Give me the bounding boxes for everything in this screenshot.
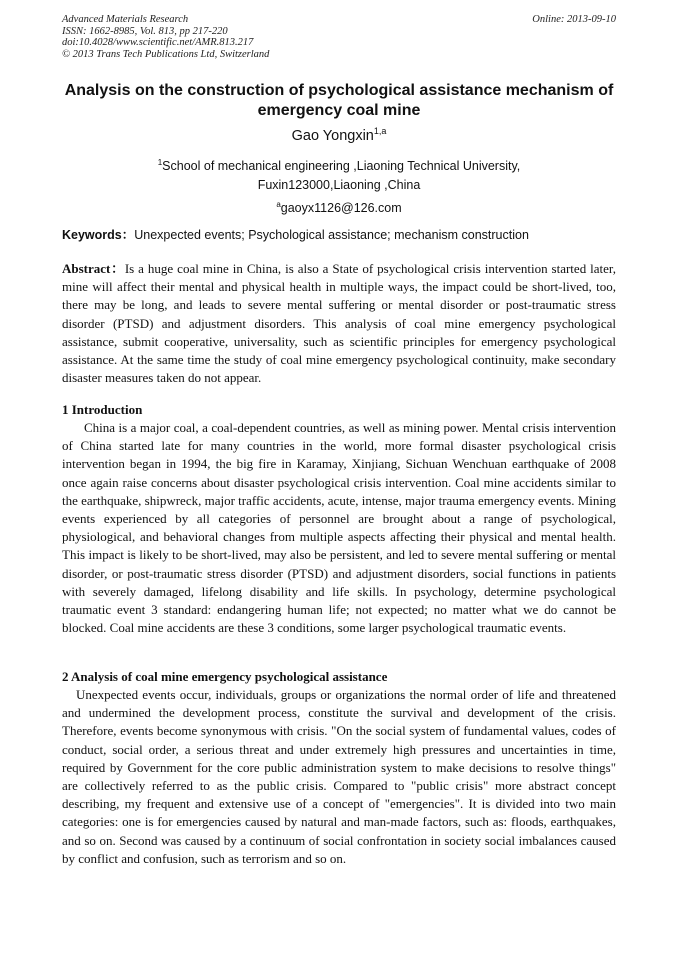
keywords-text: Unexpected events; Psychological assistance; mechanism construction	[134, 228, 529, 242]
issn-line: ISSN: 1662-8985, Vol. 813, pp 217-220	[62, 25, 228, 37]
affiliation-marker: 1	[157, 158, 163, 167]
abstract-label: Abstract：	[62, 261, 125, 276]
copyright-line: © 2013 Trans Tech Publications Ltd, Switzerland	[62, 48, 270, 60]
abstract-text: Is a huge coal mine in China, is also a State of psychological crisis intervention started later, mine will affect their mental and physical health in multiple ways, the impact could be short-lived, too, there may be long, and leads to severe mental suffering or mental disorder or post-traumatic stress disorder (PTSD) and adjustment disorders. This analysis of coal mine emergency psychological assistance, submit cooperative, universality, such as scientific principles for emergency psychological assistance. At the same time the study of coal mine emergency psychological continuity, make secondary disaster measures taken do not appear.	[62, 261, 616, 386]
affiliation-line-2: Fuxin123000,Liaoning ,China	[257, 178, 421, 192]
doi-line: doi:10.4028/www.scientific.net/AMR.813.217	[62, 37, 254, 48]
author-email: $^a$gaoyx1126@126.com	[276, 200, 402, 215]
section-heading: 2 Analysis of coal mine emergency psychological assistance	[62, 669, 388, 684]
keywords	[62, 225, 616, 243]
author-name: Gao Yongxin	[291, 128, 374, 144]
keywords-label: Keywords：	[62, 228, 135, 242]
author-line	[0, 126, 678, 144]
affiliation	[0, 153, 678, 218]
journal-header	[62, 14, 616, 60]
section-analysis	[62, 668, 616, 868]
section-paragraph: Unexpected events occur, individuals, groups or organizations the normal order of life and threatened and undermined the development process, constitute the survival and development of the crisis. Therefore, events become synonymous with crisis. "On the social system of fundamental values, codes of conduct, social order, a serious threat and under extremely high pressures and uncertainties in time, required by Government for the core public administration system to make decisions to resolve things" are collectively referred to as the public crisis. Compared to "public crisis" more abstract concept describing, my frequent and extensive use of a concept of "emergencies". It is divided into two main categories: one is for emergencies caused by natural and man-made factors, such as: floods, earthquakes, and so on. Second was caused by a continuum of social confrontation in society social imbalances caused by conflict and confusion, such as terrorism and so on.	[62, 687, 616, 866]
affiliation-line-1: $^1$School of mechanical engineering ,Liaoning Technical University,	[157, 158, 521, 173]
journal-name: Advanced Materials Research	[62, 14, 189, 25]
section-paragraph: China is a major coal, a coal-dependent countries, as well as mining power. Mental crisis intervention of China started late for many countries in the world, more formal disaster psychological crisis intervention began in 1994, the big fire in Karamay, Xinjiang, Sichuan Wenchuan earthquake of 2008 once again raise concerns about disaster psychological crisis intervention. Coal mine accidents similar to the earthquake, shipwreck, major traffic accidents, acute, intense, major trauma emergency events. Mining events experienced by all categories of personnel are brought about a range of psychological, physiological, and behavioral changes from multiple aspects affecting their physical and mental health. This impact is likely to be short-lived, may also be persistent, and led to severe mental suffering or mental disorder, or post-traumatic stress disorder (PTSD) and adjustment disorders, social functions in patients with severely damaged, lifelong disability and life skills. In psychology, determine psychological traumatic event 3 standard: endangering human life; not expected; no matter what we do cannot be blocked. Coal mine accidents are these 3 conditions, some larger psychological traumatic events.	[62, 420, 616, 636]
section-heading: 1 Introduction	[62, 402, 143, 417]
section-introduction	[62, 401, 616, 637]
online-date: Online: 2013-09-10	[532, 14, 616, 25]
abstract	[62, 260, 616, 387]
email-marker: a	[276, 200, 281, 209]
author-superscript: 1,a	[373, 126, 387, 136]
paper-title: Analysis on the construction of psychological assistance mechanism of emergency coal mine	[64, 82, 614, 119]
